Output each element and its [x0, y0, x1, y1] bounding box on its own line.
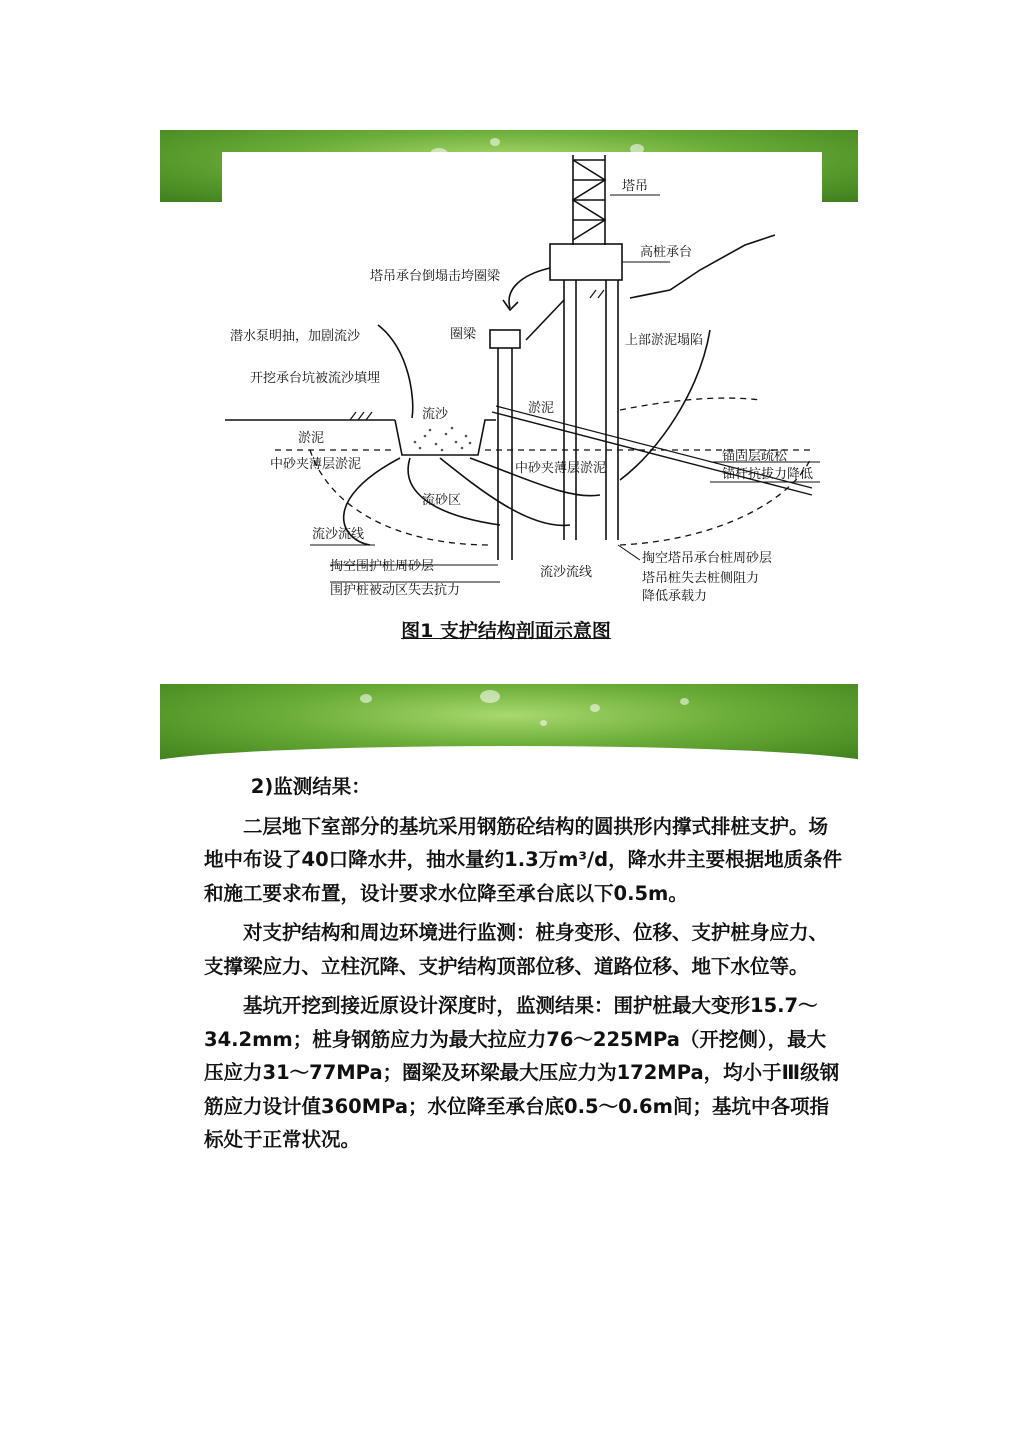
label-ring-beam: 圈梁 [450, 327, 477, 342]
label-tower-crane: 塔吊 [622, 179, 649, 194]
label-high-pile-cap: 高桩承台 [640, 245, 693, 260]
label-silt-top: 淤泥 [528, 401, 555, 416]
support-structure-diagram [200, 150, 840, 620]
figure-caption: 图1 支护结构剖面示意图 [401, 620, 611, 642]
section-heading: 2)监测结果： [250, 775, 371, 798]
label-crane-pile-friction: 塔吊桩失去桩侧阻力 [642, 571, 760, 586]
label-cap-pit-filled: 开挖承台坑被流沙填埋 [250, 371, 381, 386]
label-hollow-crane-pile: 掏空塔吊承台桩周砂层 [642, 551, 773, 566]
label-anchor-loose: 锚固层疏松 [722, 449, 788, 464]
label-crane-cap-collapse: 塔吊承台倒塌击垮圈梁 [370, 269, 501, 284]
monitoring-results-section [204, 770, 844, 1157]
label-flow-line-left: 流沙流线 [312, 527, 365, 542]
paragraph-3: 基坑开挖到接近原设计深度时，监测结果：围护桩最大变形15.7～34.2mm；桩身钢筋应力为最大拉应力76～225MPa（开挖侧），最大压应力31～77MPa；圈梁及环梁最大压应力为172MPa，均小于Ⅲ级钢筋应力设计值360MPa；水位降至承台底0.5～0.6m间；基坑中各项指标处于正常状况。 [204, 994, 840, 1151]
label-pump-open-pumping: 潜水泵明抽，加剧流沙 [230, 329, 361, 344]
label-mid-sand-left: 中砂夹薄层淤泥 [270, 457, 362, 472]
label-ring-pile-passive: 围护桩被动区失去抗力 [330, 583, 461, 598]
label-flowing-sand: 流沙 [422, 407, 449, 422]
label-anchor-pullout: 锚杆抗拔力降低 [722, 467, 814, 482]
label-upper-silt-collapse: 上部淤泥塌陷 [625, 333, 704, 348]
label-hollow-ring-pile: 掏空围护桩周砂层 [330, 559, 435, 574]
label-silt-left: 淤泥 [298, 431, 325, 446]
label-flow-line-bottom: 流沙流线 [540, 565, 593, 580]
label-sand-zone: 流砂区 [422, 493, 462, 508]
paragraph-2: 对支护结构和周边环境进行监测：桩身变形、位移、支护桩身应力、支撑梁应力、立柱沉降、支护结构顶部位移、道路位移、地下水位等。 [204, 921, 829, 978]
label-bearing-reduced: 降低承载力 [642, 589, 708, 604]
middle-banner-image [160, 684, 858, 762]
paragraph-1: 二层地下室部分的基坑采用钢筋砼结构的圆拱形内撑式排桩支护。场地中布设了40口降水井，抽水量约1.3万m³/d，降水井主要根据地质条件和施工要求布置，设计要求水位降至承台底以下0.5m。 [204, 814, 843, 905]
label-mid-sand-right: 中砂夹薄层淤泥 [515, 461, 607, 476]
